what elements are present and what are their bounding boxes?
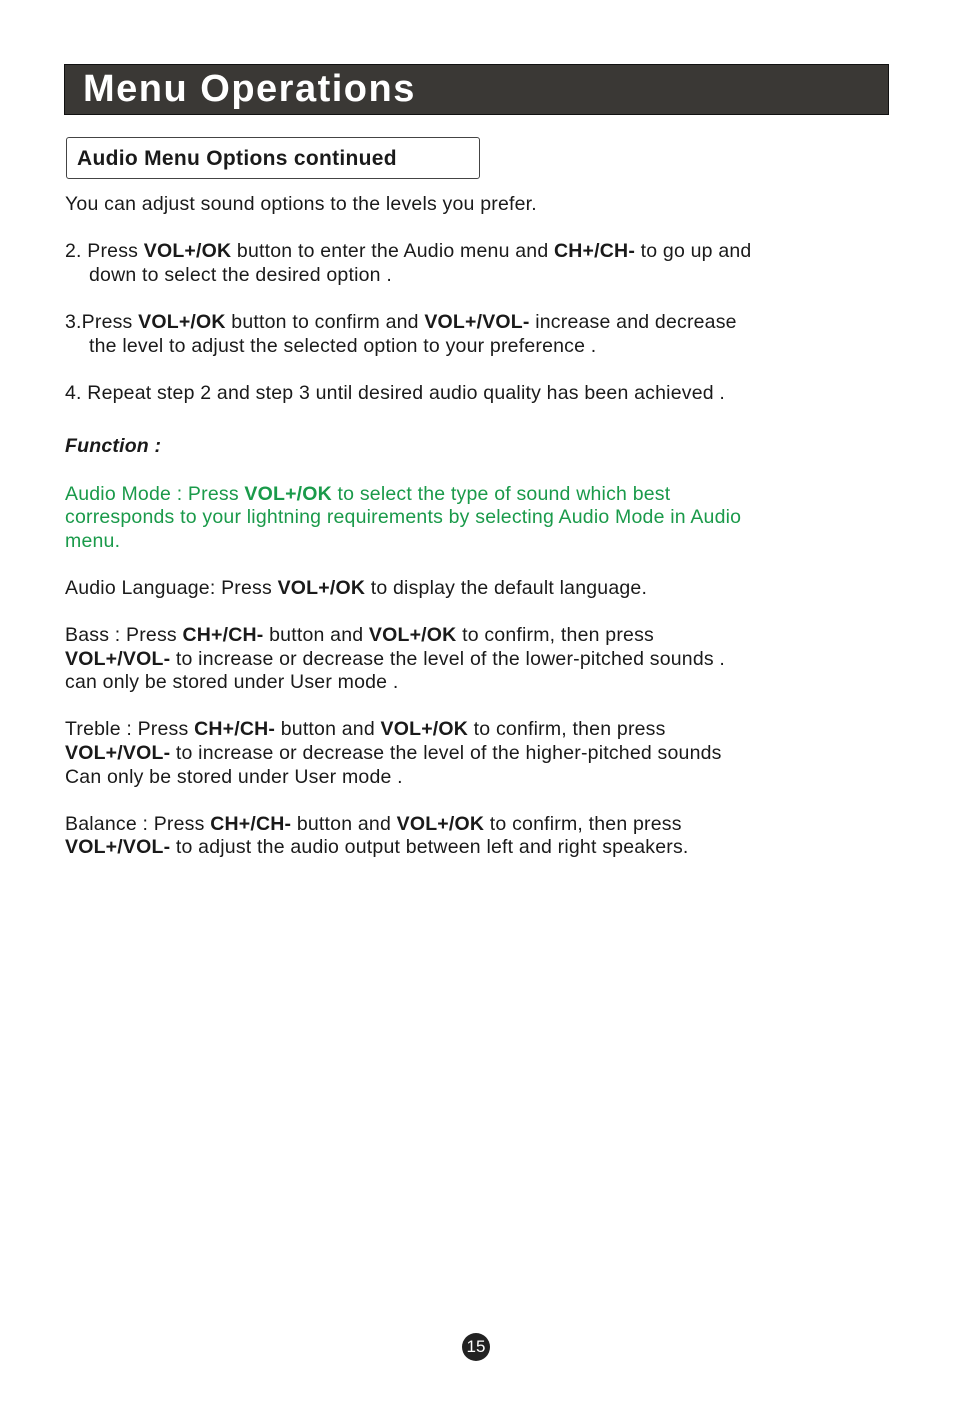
bass-line-3: can only be stored under User mode . — [65, 671, 399, 694]
step-2-continued: down to select the desired option . — [89, 263, 392, 286]
step-3: 3.Press VOL+/OK button to confirm and VOL+/VOL- increase and decrease — [65, 310, 737, 333]
step-3-continued: the level to adjust the selected option to your preference . — [89, 334, 597, 357]
page-number-badge: 15 — [462, 1333, 490, 1361]
intro-text: You can adjust sound options to the levels you prefer. — [65, 193, 537, 215]
audio-mode-text: Audio Mode : Press VOL+/OK to select the type of sound which best — [65, 482, 671, 505]
treble-text: Treble : Press CH+/CH- button and VOL+/OK to confirm, then press — [65, 718, 666, 741]
treble-line-3: Can only be stored under User mode . — [65, 765, 403, 788]
section-heading-box — [66, 137, 480, 179]
audio-mode-line-3: menu. — [65, 529, 121, 552]
treble-line-2: VOL+/VOL- to increase or decrease the level of the higher-pitched sounds — [65, 742, 722, 765]
page-title: Menu Operations — [83, 68, 416, 110]
audio-mode-line-2: corresponds to your lightning requirements by selecting Audio Mode in Audio — [65, 506, 742, 529]
manual-content — [65, 193, 865, 860]
audio-language-text: Audio Language: Press VOL+/OK to display the default language. — [65, 576, 648, 599]
bass-line-2: VOL+/VOL- to increase or decrease the level of the lower-pitched sounds . — [65, 647, 726, 670]
section-title: Audio Menu Options continued — [77, 147, 397, 170]
balance-text: Balance : Press CH+/CH- button and VOL+/OK to confirm, then press — [65, 812, 682, 835]
balance-line-2: VOL+/VOL- to adjust the audio output between left and right speakers. — [65, 836, 689, 859]
function-label: Function : — [65, 435, 162, 458]
bass-text: Bass : Press CH+/CH- button and VOL+/OK to confirm, then press — [65, 624, 654, 647]
step-2: 2. Press VOL+/OK button to enter the Audio menu and CH+/CH- to go up and — [65, 240, 752, 263]
step-4: 4. Repeat step 2 and step 3 until desired audio quality has been achieved . — [65, 381, 726, 404]
page-header — [64, 64, 889, 115]
